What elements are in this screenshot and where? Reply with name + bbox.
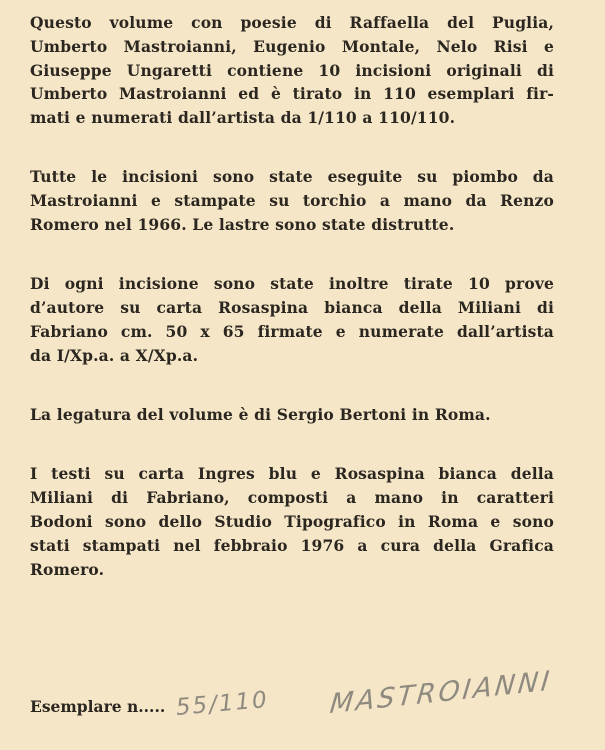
- text-line: Romero nel 1966. Le lastre sono state distrutte.: [30, 215, 455, 235]
- paragraph-binding-info: [30, 403, 554, 427]
- edition-label: Esemplare n.....: [30, 697, 166, 716]
- text-line: La legatura del volume è di Sergio Bertoni in Roma.: [30, 405, 491, 425]
- handwritten-edition-number: 55/110: [174, 686, 270, 721]
- colophon-text: [30, 11, 554, 617]
- artist-signature: MASTROIANNI: [328, 665, 554, 721]
- text-line: mati e numerati dall’artista da 1/110 a 110/110.: [30, 108, 456, 128]
- text-line: d’autore su carta Rosaspina bianca della Miliani di: [30, 298, 554, 318]
- text-line: Miliani di Fabriano, composti a mano in caratteri: [30, 488, 554, 508]
- paragraph-paper-typography-info: [30, 462, 554, 581]
- text-line: Questo volume con poesie di Raffaella del Puglia,: [30, 13, 554, 32]
- text-line: da I/Xp.a. a X/Xp.a.: [30, 345, 199, 365]
- paragraph-printing-info: [30, 165, 554, 236]
- text-line: I testi su carta Ingres blu e Rosaspina bianca della: [30, 464, 554, 484]
- text-line: Fabriano cm. 50 x 65 firmate e numerate dall’artista: [30, 321, 554, 341]
- text-line: stati stampati nel febbraio 1976 a cura della Grafica: [30, 535, 554, 555]
- text-line: Giuseppe Ungaretti contiene 10 incisioni originali di: [30, 60, 554, 80]
- text-line: Tutte le incisioni sono state eseguite su piombo da: [30, 167, 554, 187]
- paragraph-proofs-info: [30, 272, 554, 367]
- text-line: Umberto Mastroianni ed è tirato in 110 esemplari fir-: [30, 84, 554, 104]
- text-line: Bodoni sono dello Studio Tipografico in Roma e sono: [30, 511, 554, 531]
- text-line: Umberto Mastroianni, Eugenio Montale, Nelo Risi e: [30, 36, 554, 56]
- edition-number-row: [30, 665, 590, 733]
- paragraph-edition-info: [30, 11, 554, 130]
- text-line: Di ogni incisione sono state inoltre tirate 10 prove: [30, 274, 554, 294]
- text-line: Romero.: [30, 559, 105, 579]
- text-line: Mastroianni e stampate su torchio a mano da Renzo: [30, 191, 554, 211]
